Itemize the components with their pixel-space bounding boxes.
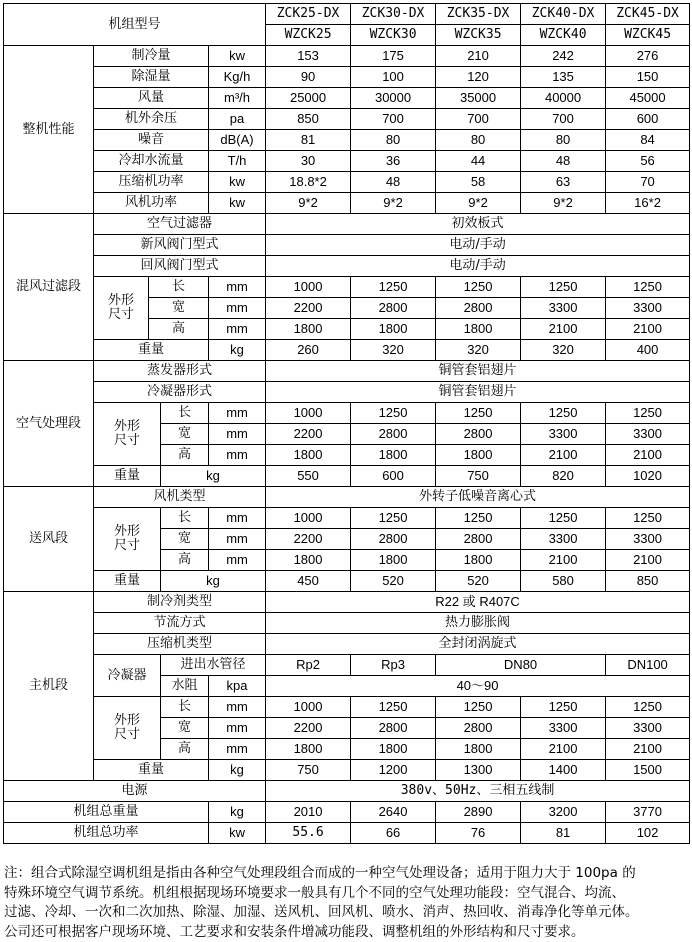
- cell-value: 1250: [436, 697, 521, 718]
- cell-value: 750: [266, 760, 351, 781]
- cell-value: 150: [606, 67, 690, 88]
- merged-value: 热力膨胀阀: [266, 613, 690, 634]
- cell-value: 700: [351, 109, 436, 130]
- row-label: 除湿量: [94, 67, 209, 88]
- power-supply-row: [4, 781, 690, 802]
- cell-value: 2200: [266, 718, 351, 739]
- cell-value: 2640: [351, 802, 436, 823]
- cell-value: 153: [266, 46, 351, 67]
- cell-value: 76: [436, 823, 521, 844]
- cell-value: 600: [606, 109, 690, 130]
- cell-value: 320: [521, 340, 606, 361]
- row-label: 新风阀门型式: [94, 235, 266, 256]
- cell-value: 3200: [521, 802, 606, 823]
- model-w: WZCK40: [521, 25, 606, 46]
- row-unit: mm: [209, 445, 266, 466]
- section-performance: 整机性能: [4, 46, 94, 214]
- total-power-label: 机组总功率: [4, 823, 209, 844]
- air-row: [4, 466, 690, 487]
- mix-row: [4, 256, 690, 277]
- perf-row: [4, 67, 690, 88]
- row-label: 水阻: [161, 676, 209, 697]
- dim-label-text: 外形尺寸: [112, 714, 142, 742]
- cell-value: 1800: [351, 319, 436, 340]
- model-dx: ZCK30-DX: [351, 4, 436, 25]
- cell-value: 2800: [436, 298, 521, 319]
- cell-value: 3300: [521, 529, 606, 550]
- cell-value: 2800: [351, 424, 436, 445]
- weight-label: 重量: [94, 340, 209, 361]
- cell-value: 18.8*2: [266, 172, 351, 193]
- row-unit: mm: [209, 718, 266, 739]
- cell-value: 320: [436, 340, 521, 361]
- cell-value: 600: [351, 466, 436, 487]
- cell-value: 400: [606, 340, 690, 361]
- main-row: [4, 613, 690, 634]
- footnote-line: 公司还可根据客户现场环境、工艺要求和安装条件增减功能段、调整机组的外形结构和尺寸要求。: [4, 923, 690, 942]
- row-label: 制冷量: [94, 46, 209, 67]
- cell-value: Rp3: [351, 655, 436, 676]
- row-unit: kw: [209, 46, 266, 67]
- model-w: WZCK35: [436, 25, 521, 46]
- air-row: [4, 403, 690, 424]
- row-unit: kg: [209, 340, 266, 361]
- row-unit: mm: [209, 508, 266, 529]
- cell-value: 1020: [606, 466, 690, 487]
- power-supply-label: 电源: [4, 781, 266, 802]
- dim-name: 长: [161, 697, 209, 718]
- dim-name: 宽: [161, 424, 209, 445]
- cell-value: 9*2: [266, 193, 351, 214]
- perf-row: [4, 130, 690, 151]
- cell-value: 1800: [266, 319, 351, 340]
- cell-value: 1500: [606, 760, 690, 781]
- cell-value: 9*2: [351, 193, 436, 214]
- cell-value: 2800: [436, 424, 521, 445]
- cell-value: 1800: [351, 550, 436, 571]
- row-label: 压缩机类型: [94, 634, 266, 655]
- row-unit: kg: [161, 466, 266, 487]
- row-unit: kw: [209, 193, 266, 214]
- cell-value: 81: [266, 130, 351, 151]
- mix-row: [4, 214, 690, 235]
- dim-name: 高: [161, 739, 209, 760]
- cell-value: 63: [521, 172, 606, 193]
- cell-value: 260: [266, 340, 351, 361]
- cell-value: 520: [436, 571, 521, 592]
- cell-value: 1250: [436, 277, 521, 298]
- row-unit: mm: [209, 739, 266, 760]
- cell-value: 1800: [436, 445, 521, 466]
- cell-value: 1250: [521, 697, 606, 718]
- cell-value: 2100: [521, 739, 606, 760]
- perf-row: [4, 172, 690, 193]
- row-label: 机外余压: [94, 109, 209, 130]
- air-row: [4, 361, 690, 382]
- cell-value: 1250: [521, 277, 606, 298]
- model-w: WZCK30: [351, 25, 436, 46]
- model-dx: ZCK35-DX: [436, 4, 521, 25]
- cell-value: 45000: [606, 88, 690, 109]
- row-label: 空气过滤器: [94, 214, 266, 235]
- cell-value: 242: [521, 46, 606, 67]
- dim-name: 宽: [149, 298, 209, 319]
- merged-value: 电动/手动: [266, 256, 690, 277]
- cell-value: 2100: [606, 550, 690, 571]
- cell-value: 1250: [351, 277, 436, 298]
- cell-value: 1250: [521, 508, 606, 529]
- cell-value: 80: [351, 130, 436, 151]
- main-row: [4, 655, 690, 676]
- cell-value: 70: [606, 172, 690, 193]
- cell-value: 16*2: [606, 193, 690, 214]
- row-unit: mm: [209, 319, 266, 340]
- cell-value: 2200: [266, 529, 351, 550]
- section-main-unit: 主机段: [4, 592, 94, 781]
- row-label: 冷却水流量: [94, 151, 209, 172]
- cell-value: 35000: [436, 88, 521, 109]
- cell-value: 450: [266, 571, 351, 592]
- cell-value: 2800: [436, 718, 521, 739]
- model-w: WZCK25: [266, 25, 351, 46]
- cell-value: 100: [351, 67, 436, 88]
- cell-value: 135: [521, 67, 606, 88]
- row-unit: Kg/h: [209, 67, 266, 88]
- cell-value: 58: [436, 172, 521, 193]
- cell-value: 1800: [436, 550, 521, 571]
- merged-value: 铜管套铝翅片: [266, 361, 690, 382]
- merged-value: 外转子低噪音离心式: [266, 487, 690, 508]
- dim-label-text: 外形尺寸: [112, 525, 142, 553]
- total-weight-label: 机组总重量: [4, 802, 209, 823]
- model-dx: ZCK40-DX: [521, 4, 606, 25]
- model-dx: ZCK45-DX: [606, 4, 690, 25]
- row-unit: kw: [209, 823, 266, 844]
- fan-row: [4, 571, 690, 592]
- total-power-row: [4, 823, 690, 844]
- cell-value: 1250: [436, 403, 521, 424]
- section-air-treatment: 空气处理段: [4, 361, 94, 487]
- row-label: 进出水管径: [161, 655, 266, 676]
- mix-row: [4, 235, 690, 256]
- model-dx: ZCK25-DX: [266, 4, 351, 25]
- total-weight-row: [4, 802, 690, 823]
- cell-value: 1800: [436, 739, 521, 760]
- dim-name: 高: [161, 550, 209, 571]
- cell-value: DN80: [436, 655, 606, 676]
- cell-value: 210: [436, 46, 521, 67]
- dim-label: [94, 277, 149, 340]
- cell-value: 40000: [521, 88, 606, 109]
- cell-value: 3300: [606, 529, 690, 550]
- row-unit: m³/h: [209, 88, 266, 109]
- weight-label: 重量: [94, 466, 161, 487]
- cell-value: 55.6: [266, 823, 351, 844]
- cell-value: 30000: [351, 88, 436, 109]
- cell-value: 1250: [436, 508, 521, 529]
- cell-value: 1250: [606, 697, 690, 718]
- cell-value: 1000: [266, 403, 351, 424]
- cell-value: 3300: [606, 298, 690, 319]
- cell-value: 700: [436, 109, 521, 130]
- cell-value: 3300: [606, 718, 690, 739]
- weight-label: 重量: [94, 571, 161, 592]
- cell-value: 120: [436, 67, 521, 88]
- cell-value: 1250: [606, 403, 690, 424]
- cell-value: Rp2: [266, 655, 351, 676]
- spec-table: [3, 3, 690, 844]
- main-row: [4, 592, 690, 613]
- row-unit: kg: [161, 571, 266, 592]
- cell-value: 520: [351, 571, 436, 592]
- row-label: 风机功率: [94, 193, 209, 214]
- cell-value: 1250: [606, 508, 690, 529]
- weight-label: 重量: [94, 760, 209, 781]
- cell-value: 56: [606, 151, 690, 172]
- fan-row: [4, 487, 690, 508]
- row-unit: mm: [209, 550, 266, 571]
- perf-row: [4, 46, 690, 67]
- cell-value: 3300: [521, 424, 606, 445]
- cell-value: 2200: [266, 298, 351, 319]
- row-label: 冷凝器形式: [94, 382, 266, 403]
- fan-row: [4, 508, 690, 529]
- model-w: WZCK45: [606, 25, 690, 46]
- row-unit: mm: [209, 277, 266, 298]
- row-unit: mm: [209, 529, 266, 550]
- cell-value: 2100: [521, 550, 606, 571]
- row-label: 制冷剂类型: [94, 592, 266, 613]
- cell-value: 30: [266, 151, 351, 172]
- cell-value: 580: [521, 571, 606, 592]
- row-unit: mm: [209, 697, 266, 718]
- cell-value: 80: [521, 130, 606, 151]
- cell-value: 1800: [266, 445, 351, 466]
- dim-name: 长: [161, 508, 209, 529]
- cell-value: 276: [606, 46, 690, 67]
- footnote-line: 过滤、冷却、一次和二次加热、除湿、加湿、送风机、回风机、喷水、消声、热回收、消毒净化等单元体。: [4, 903, 690, 923]
- mix-row: [4, 340, 690, 361]
- cell-value: 2800: [351, 298, 436, 319]
- cell-value: 1250: [351, 697, 436, 718]
- row-unit: kpa: [209, 676, 266, 697]
- row-label: 风机类型: [94, 487, 266, 508]
- air-row: [4, 382, 690, 403]
- cell-value: 1250: [606, 277, 690, 298]
- merged-value: R22 或 R407C: [266, 592, 690, 613]
- cell-value: 1800: [351, 445, 436, 466]
- row-label: 压缩机功率: [94, 172, 209, 193]
- cell-value: 3770: [606, 802, 690, 823]
- row-unit: T/h: [209, 151, 266, 172]
- cell-value: 1800: [351, 739, 436, 760]
- model-header: 机组型号: [4, 4, 266, 46]
- perf-row: [4, 109, 690, 130]
- cell-value: 3300: [521, 718, 606, 739]
- merged-value: 电动/手动: [266, 235, 690, 256]
- cell-value: 2800: [436, 529, 521, 550]
- cell-value: 175: [351, 46, 436, 67]
- cell-value: 1000: [266, 697, 351, 718]
- row-unit: mm: [209, 298, 266, 319]
- row-label: 噪音: [94, 130, 209, 151]
- merged-value: 40～90: [266, 676, 690, 697]
- condenser-label: 冷凝器: [94, 655, 161, 697]
- cell-value: 1800: [436, 319, 521, 340]
- cell-value: 9*2: [436, 193, 521, 214]
- cell-value: 2890: [436, 802, 521, 823]
- cell-value: 820: [521, 466, 606, 487]
- cell-value: 84: [606, 130, 690, 151]
- dim-name: 宽: [161, 529, 209, 550]
- row-unit: mm: [209, 403, 266, 424]
- dim-label: [94, 508, 161, 571]
- cell-value: 25000: [266, 88, 351, 109]
- row-unit: dB(A): [209, 130, 266, 151]
- cell-value: DN100: [606, 655, 690, 676]
- cell-value: 1250: [351, 508, 436, 529]
- cell-value: 320: [351, 340, 436, 361]
- cell-value: 1000: [266, 508, 351, 529]
- cell-value: 81: [521, 823, 606, 844]
- cell-value: 48: [351, 172, 436, 193]
- footnote: [4, 864, 690, 942]
- cell-value: 850: [606, 571, 690, 592]
- row-label: 蒸发器形式: [94, 361, 266, 382]
- perf-row: [4, 88, 690, 109]
- merged-value: 铜管套铝翅片: [266, 382, 690, 403]
- cell-value: 66: [351, 823, 436, 844]
- merged-value: 初效板式: [266, 214, 690, 235]
- main-row: [4, 697, 690, 718]
- cell-value: 44: [436, 151, 521, 172]
- power-supply-value: 380v、50Hz、三相五线制: [266, 781, 690, 802]
- cell-value: 2800: [351, 718, 436, 739]
- row-label: 回风阀门型式: [94, 256, 266, 277]
- cell-value: 1250: [521, 403, 606, 424]
- cell-value: 2100: [606, 319, 690, 340]
- cell-value: 2100: [606, 739, 690, 760]
- cell-value: 9*2: [521, 193, 606, 214]
- perf-row: [4, 193, 690, 214]
- section-supply-fan: 送风段: [4, 487, 94, 592]
- cell-value: 550: [266, 466, 351, 487]
- dim-label: [94, 697, 161, 760]
- cell-value: 1250: [351, 403, 436, 424]
- merged-value: 全封闭涡旋式: [266, 634, 690, 655]
- cell-value: 850: [266, 109, 351, 130]
- cell-value: 1200: [351, 760, 436, 781]
- row-unit: kw: [209, 172, 266, 193]
- cell-value: 3300: [521, 298, 606, 319]
- row-unit: mm: [209, 424, 266, 445]
- cell-value: 3300: [606, 424, 690, 445]
- cell-value: 1800: [266, 550, 351, 571]
- dim-label-text: 外形尺寸: [112, 420, 142, 448]
- main-row: [4, 634, 690, 655]
- row-unit: kg: [209, 802, 266, 823]
- cell-value: 90: [266, 67, 351, 88]
- dim-name: 宽: [161, 718, 209, 739]
- header-row-dx: [4, 4, 690, 25]
- cell-value: 102: [606, 823, 690, 844]
- dim-name: 长: [161, 403, 209, 424]
- footnote-line: 注：组合式除湿空调机组是指由各种空气处理段组合而成的一种空气处理设备；适用于阻力大于 100pa 的: [4, 864, 690, 884]
- cell-value: 2100: [521, 319, 606, 340]
- cell-value: 80: [436, 130, 521, 151]
- dim-name: 高: [161, 445, 209, 466]
- dim-label: [94, 403, 161, 466]
- row-unit: pa: [209, 109, 266, 130]
- cell-value: 2800: [351, 529, 436, 550]
- cell-value: 1800: [266, 739, 351, 760]
- cell-value: 2100: [521, 445, 606, 466]
- cell-value: 750: [436, 466, 521, 487]
- cell-value: 2010: [266, 802, 351, 823]
- dim-name: 长: [149, 277, 209, 298]
- cell-value: 48: [521, 151, 606, 172]
- mix-row: [4, 277, 690, 298]
- footnote-line: 特殊环境空气调节系统。机组根据现场环境要求一般具有几个不同的空气处理功能段：空气混合、均流、: [4, 884, 690, 904]
- cell-value: 700: [521, 109, 606, 130]
- cell-value: 1400: [521, 760, 606, 781]
- row-unit: kg: [209, 760, 266, 781]
- dim-label-text: 外形尺寸: [106, 294, 136, 322]
- cell-value: 1000: [266, 277, 351, 298]
- row-label: 风量: [94, 88, 209, 109]
- cell-value: 2200: [266, 424, 351, 445]
- row-label: 节流方式: [94, 613, 266, 634]
- section-mixing: 混风过滤段: [4, 214, 94, 361]
- cell-value: 2100: [606, 445, 690, 466]
- cell-value: 1300: [436, 760, 521, 781]
- main-row: [4, 760, 690, 781]
- perf-row: [4, 151, 690, 172]
- dim-name: 高: [149, 319, 209, 340]
- cell-value: 36: [351, 151, 436, 172]
